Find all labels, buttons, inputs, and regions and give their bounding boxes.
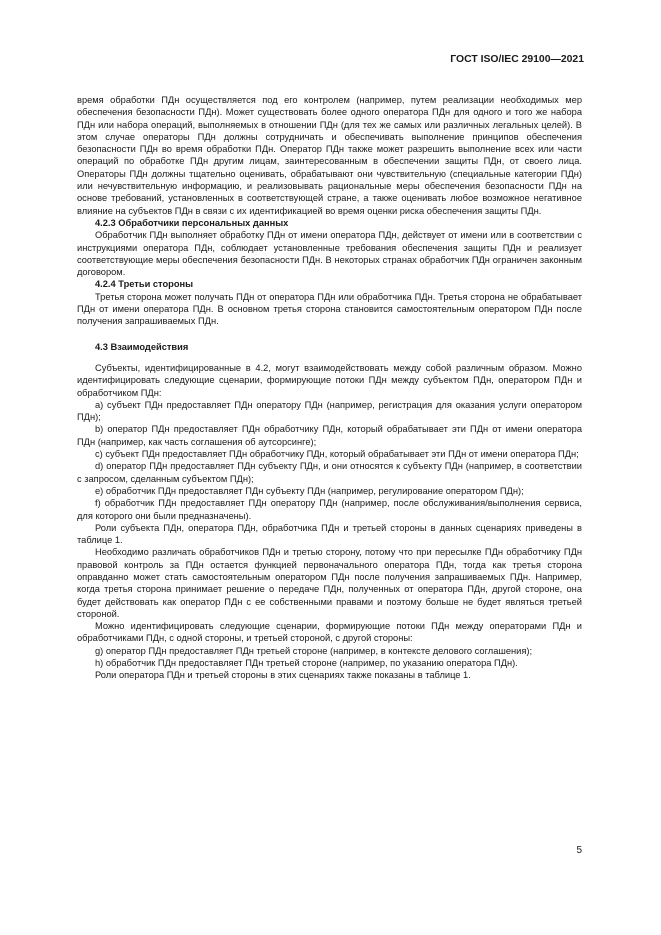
- paragraph: Роли оператора ПДн и третьей стороны в этих сценариях также показаны в таблице 1.: [95, 670, 471, 681]
- list-item-d: d) оператор ПДн предоставляет ПДн субъекту ПДн, и они относятся к субъекту ПДн (например, в соответствии с запросом, сделанным субъектом ПДн);: [77, 461, 582, 484]
- paragraph: Роли субъекта ПДн, оператора ПДн, обработчика ПДн и третьей стороны в данных сценариях приведены в таблице 1.: [77, 522, 582, 546]
- section-heading-4-3: 4.3 Взаимодействия: [95, 341, 189, 352]
- list-item-g: g) оператор ПДн предоставляет ПДн третьей стороне (например, в контексте делового соглашения);: [95, 645, 533, 656]
- paragraph: Можно идентифицировать следующие сценарии, формирующие потоки ПДн между операторами ПДн и обработчиками ПДн, с одной стороны, и третьей стороной, с другой стороны:: [77, 621, 582, 644]
- list-item-f: f) обработчик ПДн предоставляет ПДн оператору ПДн (например, после обслуживания/выполнения сервиса, для которого они были предназначены).: [77, 498, 582, 521]
- list-item-e: e) обработчик ПДн предоставляет ПДн субъекту ПДн (например, регулирование оператором ПДн);: [95, 485, 524, 496]
- section-heading-4-2-3: 4.2.3 Обработчики персональных данных: [95, 217, 289, 228]
- paragraph: Обработчик ПДн выполняет обработку ПДн от имени оператора ПДн, действует от имени или в соответствии с инструкциями оператора ПДн, соблюдает установленные требования обеспечения защиты ПДн и реализует соответствующие меры обеспечения безопасности ПДн. В некоторых странах обработчик ПДн ограничен законным договором.: [77, 230, 582, 278]
- page-number: 5: [576, 845, 582, 856]
- list-item-a: a) субъект ПДн предоставляет ПДн оператору ПДн (например, регистрация для оказания услуги оператором ПДн);: [77, 399, 582, 423]
- paragraph: Субъекты, идентифицированные в 4.2, могут взаимодействовать между собой различным образом. Можно идентифицировать следующие сценарии, формирующие потоки ПДн между субъектом ПДн, оператором ПДн и обработчиком ПДн:: [77, 362, 582, 398]
- paragraph: Необходимо различать обработчиков ПДн и третью сторону, потому что при пересылке ПДн обработчику ПДн правовой контроль за ПДн остается функцией первоначального оператора ПДн, тогда как третья сторона оправданно может стать самостоятельным оператором ПДн после получения запрашиваемых ПДн. Например, когда третья сторона принимает решение о передаче ПДн, полученных от оператора ПДн, другой стороне, она будет действовать как оператор ПДн с ее собственными правами и поэтому больше не будет являться третьей стороной.: [77, 547, 582, 619]
- paragraph: время обработки ПДн осуществляется под его контролем (например, путем реализации необходимых мер обеспечения безопасности ПДн). Может существовать более одного оператора ПДн для одного и того же набора ПДн или набора операций, выполняемых в отношении ПДн (для тех же самых или различных легальных целей). В этом случае операторы ПДн должны сотрудничать и обеспечивать выполнение принципов обеспечения безопасности ПДн во время обработки ПДн. Оператор ПДн также может разрешить выполнение всех или части операций по обработке ПДн другим лицам, заинтересованным в обеспечении защиты ПДн, от своего лица. Операторы ПДн должны тщательно оценивать, обрабатывают они чувствительную (специальные категории ПДн) или нечувствительную информацию, и реализовывать рациональные меры обеспечения безопасности ПДн на основе требований, установленных в соответствующей стране, а также оценивать любое возможное негативное влияние на субъектов ПДн в связи с их идентификацией во время оценки риска обеспечения защиты ПДн.: [77, 95, 582, 216]
- list-item-b: b) оператор ПДн предоставляет ПДн обработчику ПДн, который обрабатывает эти ПДн от имени оператора ПДн (например, как часть соглашения об аутсорсинге);: [77, 424, 582, 447]
- document-header: ГОСТ ISO/IEC 29100—2021: [450, 54, 584, 65]
- section-heading-4-2-4: 4.2.4 Третьи стороны: [95, 279, 194, 290]
- list-item-c: c) субъект ПДн предоставляет ПДн обработчику ПДн, который обрабатывает эти ПДн от имени оператора ПДн;: [95, 449, 579, 460]
- list-item-h: h) обработчик ПДн предоставляет ПДн третьей стороне (например, по указанию оператора ПДн).: [95, 658, 518, 669]
- page-body: [77, 94, 582, 682]
- paragraph: Третья сторона может получать ПДн от оператора ПДн или обработчика ПДн. Третья сторона не обрабатывает ПДн от имени оператора ПДн. В основном третья сторона становится самостоятельным оператором ПДн после получения запрашиваемых ПДн.: [77, 291, 582, 327]
